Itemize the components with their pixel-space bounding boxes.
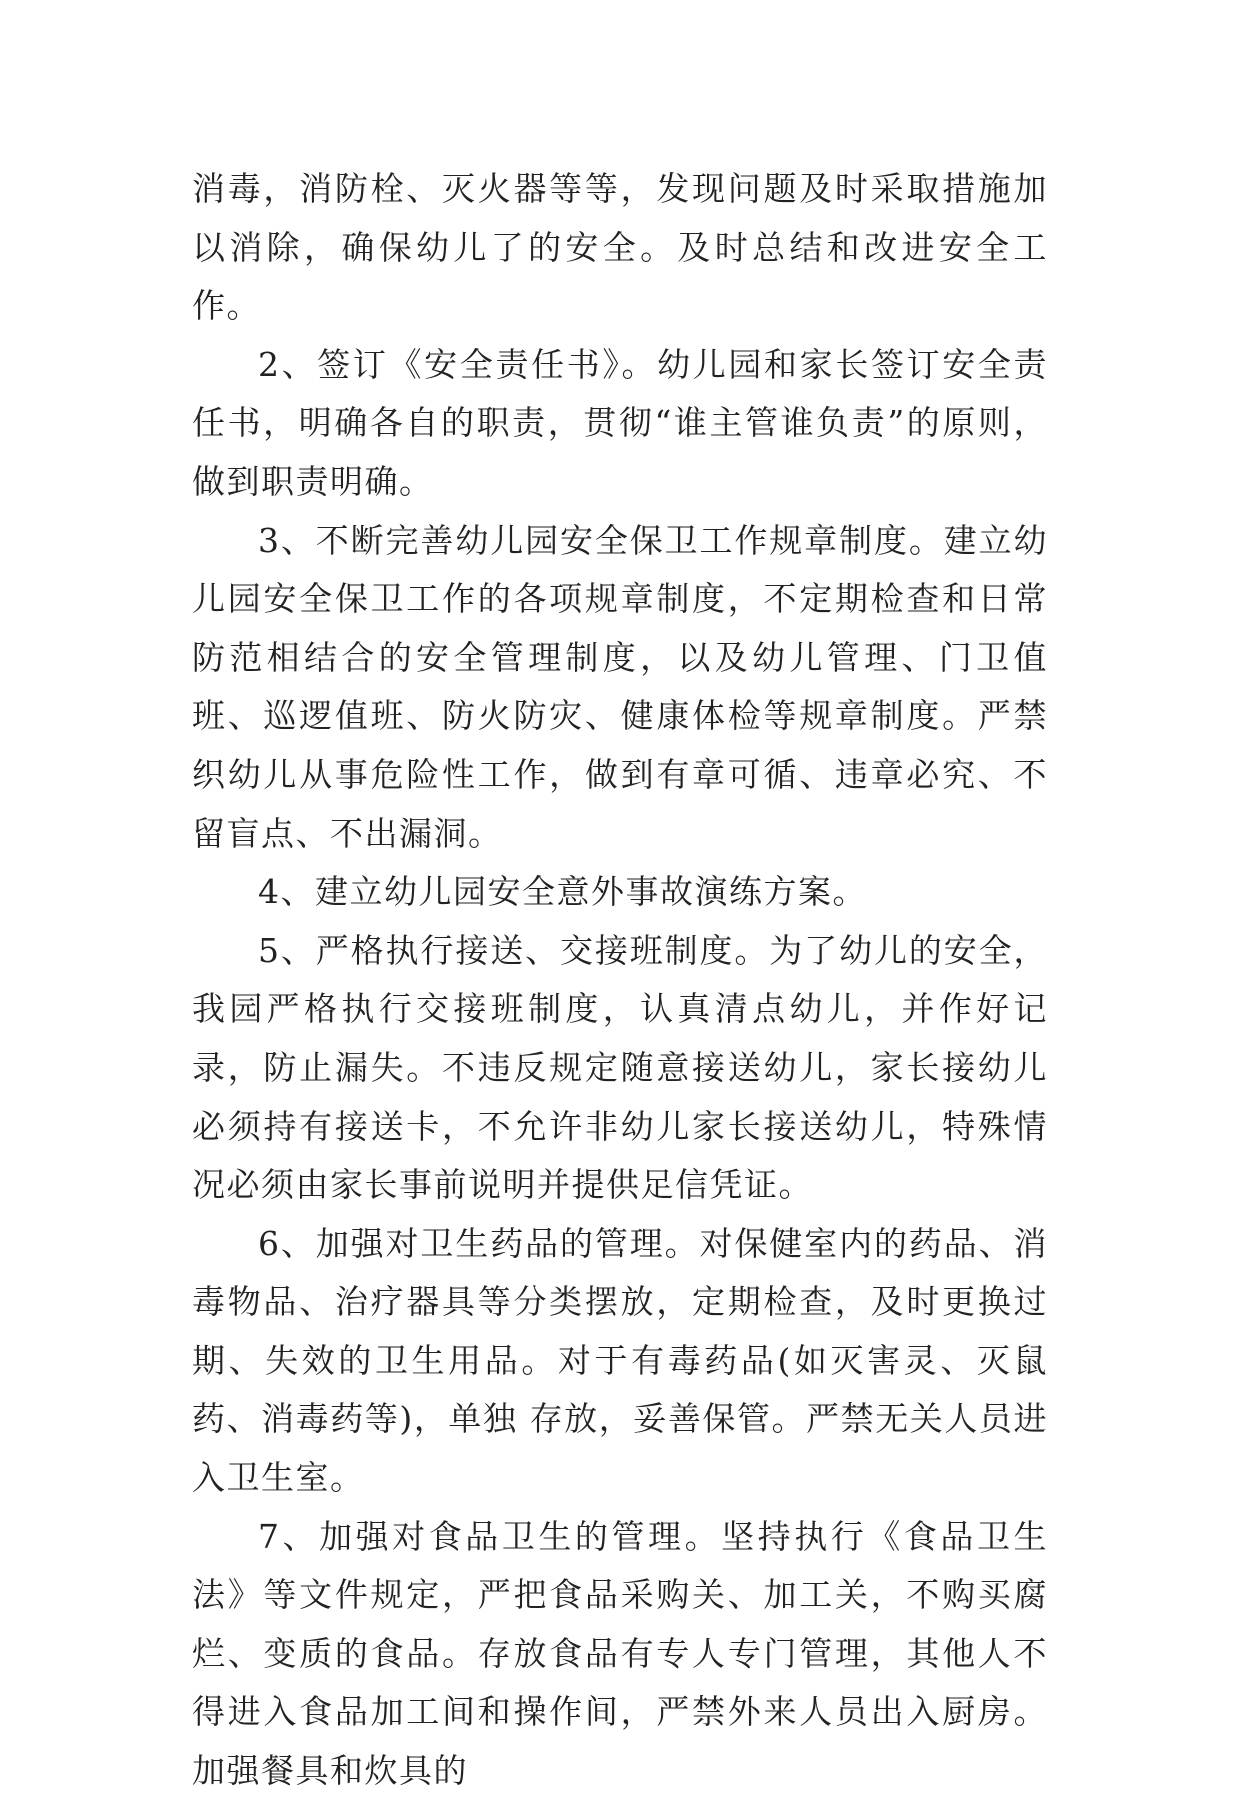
paragraph-6: 6、加强对卫生药品的管理。对保健室内的药品、消毒物品、治疗器具等分类摆放，定期检查，及时更换过期、失效的卫生用品。对于有毒药品(如灭害灵、灭鼠药、消毒药等)，单独 存放，妥善保管。严禁无关人员进入卫生室。 bbox=[192, 1223, 1048, 1498]
paragraph-3: 3、不断完善幼儿园安全保卫工作规章制度。建立幼儿园安全保卫工作的各项规章制度，不定期检查和日常防范相结合的安全管理制度，以及幼儿管理、门卫值班、巡逻值班、防火防灾、健康体检等规章制度。严禁织幼儿从事危险性工作，做到有章可循、违章必究、不留盲点、不出漏洞。 bbox=[192, 520, 1048, 853]
paragraph-1: 消毒，消防栓、灭火器等等，发现问题及时采取措施加以消除，确保幼儿了的安全。及时总结和改进安全工作。 bbox=[192, 169, 1048, 326]
document-body bbox=[192, 160, 1048, 1801]
paragraph-4: 4、建立幼儿园安全意外事故演练方案。 bbox=[258, 872, 867, 912]
paragraph-5: 5、严格执行接送、交接班制度。为了幼儿的安全，我园严格执行交接班制度，认真清点幼儿，并作好记录，防止漏失。不违反规定随意接送幼儿，家长接幼儿必须持有接送卡，不允许非幼儿家长接送幼儿，特殊情况必须由家长事前说明并提供足信凭证。 bbox=[192, 930, 1048, 1205]
paragraph-7: 7、加强对食品卫生的管理。坚持执行《食品卫生法》等文件规定，严把食品采购关、加工关，不购买腐烂、变质的食品。存放食品有专人专门管理，其他人不得进入食品加工间和操作间，严禁外来人员出入厨房。加强餐具和炊具的 bbox=[192, 1516, 1048, 1791]
paragraph-2: 2、签订《安全责任书》。幼儿园和家长签订安全责任书，明确各自的职责，贯彻“谁主管谁负责”的原则，做到职责明确。 bbox=[192, 344, 1048, 501]
